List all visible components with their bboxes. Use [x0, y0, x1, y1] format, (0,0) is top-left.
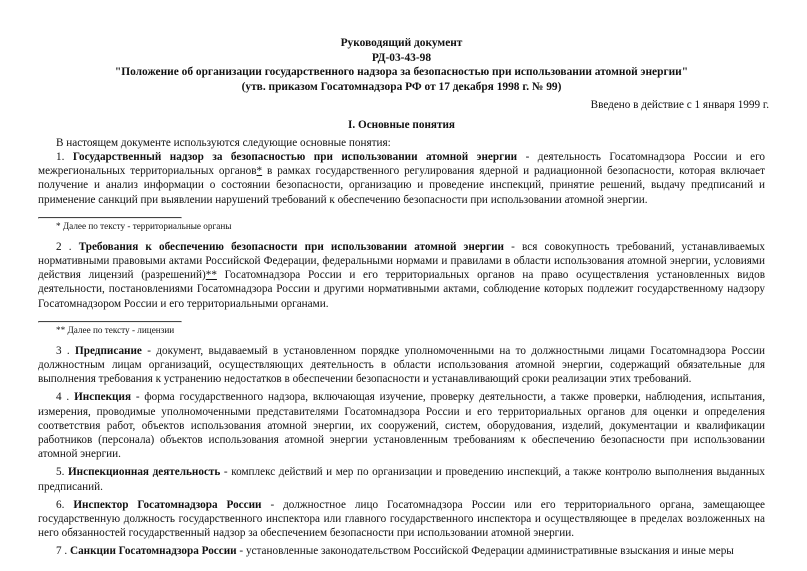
- item-number: 4 .: [56, 391, 70, 404]
- definition-text: - вся совокупность требований, устанавливаемых нормативными правовыми актами Российской Федерации, федеральными нормами и правилами в области использования атомной энергии, условиями действия лицензий (разрешений): [38, 240, 766, 282]
- definition-text: - установленные законодательством Российской Федерации административные взыскания и иные меры: [236, 545, 734, 558]
- item-number: 6.: [56, 498, 65, 511]
- definition-term: Государственный надзор за безопасностью при использовании атомной энергии: [72, 150, 518, 163]
- footnote-divider: [38, 321, 182, 323]
- definition-text: - комплекс действий и мер по организации и проведению инспекций, а также контролю выполнения выданных предписаний.: [38, 466, 766, 493]
- document-number: РД-03-43-98: [371, 51, 432, 64]
- intro-paragraph: В настоящем документе используются следующие основные понятия:: [56, 136, 391, 149]
- definition-term: Инспектор Госатомнадзора России: [73, 498, 262, 511]
- definition-term: Инспекция: [74, 391, 131, 404]
- definition-term: Инспекционная деятельность: [67, 466, 221, 479]
- effective-date: Введено в действие с 1 января 1999 г.: [590, 99, 769, 112]
- section-title: I. Основные понятия: [348, 118, 455, 131]
- definition-item-5: [38, 465, 765, 493]
- footnote-ref-2[interactable]: **: [205, 269, 217, 282]
- document-title: "Положение об организации государственного надзора за безопасностью при использовании атомной энергии": [114, 66, 689, 79]
- definition-item-2: [38, 240, 765, 311]
- footnote-1: * Далее по тексту - территориальные органы: [56, 220, 232, 231]
- definition-term: Санкции Госатомнадзора России: [69, 545, 237, 558]
- definition-text: Госатомнадзора России и его территориальных органов на право осуществления установленных видов деятельности, постановлениями Госатомнадзора России и другими нормативными актами, соблюдение которых подлежит государственному надзору Госатомнадзором России и его территориальными органами.: [38, 269, 765, 310]
- footnote-2: ** Далее по тексту - лицензии: [56, 324, 175, 335]
- definition-text: в рамках государственного регулирования ядерной и радиационной безопасности, которая включает получение и анализ информации о состоянии безопасности, организацию и проведение инспекций, принятие решений, выдачу предписаний и применение санкций при выявлении нарушений требований к обеспечению безопасности при использовании атомной энергии.: [38, 165, 765, 206]
- item-number: 7 .: [56, 545, 68, 558]
- definition-item-3: [38, 344, 765, 387]
- definition-term: Предписание: [75, 344, 142, 357]
- footnote-divider: [38, 217, 182, 219]
- item-number: 1.: [56, 150, 65, 163]
- definition-text: - должностное лицо Госатомнадзора России или его территориального органа, замещающее государственную должность государственного инспектора или главного государственного инспектора и осуществляющее в пределах возложенных на него обязанностей государственный надзор за обеспечением безопасности при использовании атомной энергии.: [38, 498, 766, 540]
- item-number: 2 .: [56, 240, 72, 253]
- item-number: 5.: [56, 466, 65, 479]
- item-number: 3 .: [56, 344, 70, 357]
- definition-item-7: [38, 544, 765, 558]
- definition-text: - форма государственного надзора, включающая изучение, проверку деятельности, а также проверки, наблюдения, испытания, измерения, проводимые уполномоченными представителями Госатомнадзора России и его территориальных органов для оценки и определения соответствия работ, объектов использования атомной энергии, их сооружений, систем, оборудования, изделий, документации и квалификации работников (персонала) объектов использования атомной энергии установленным требованиям к обеспечению безопасности при использовании атомной энергии.: [38, 391, 766, 461]
- definition-item-6: [38, 498, 765, 541]
- footnote-ref-1[interactable]: *: [256, 165, 263, 178]
- definition-item-1: [38, 150, 765, 207]
- definition-text: - документ, выдаваемый в установленном порядке уполномоченными на то должностными лицами Госатомнадзора России должностным лицам организаций, осуществляющих деятельность в области использования атомной энергии, содержащий обязательные для выполнения требования к устранению недостатков в обеспечении безопасности и устанавливающий сроки реализации этих требований.: [38, 344, 765, 386]
- definition-term: Требования к обеспечению безопасности при использовании атомной энергии: [78, 240, 504, 253]
- definition-item-4: [38, 390, 765, 461]
- document-type: Руководящий документ: [340, 37, 463, 49]
- document-approval: (утв. приказом Госатомнадзора РФ от 17 декабря 1998 г. № 99): [241, 80, 562, 93]
- definition-text: - деятельность Госатомнадзора России и его межрегиональных территориальных органов: [38, 150, 766, 178]
